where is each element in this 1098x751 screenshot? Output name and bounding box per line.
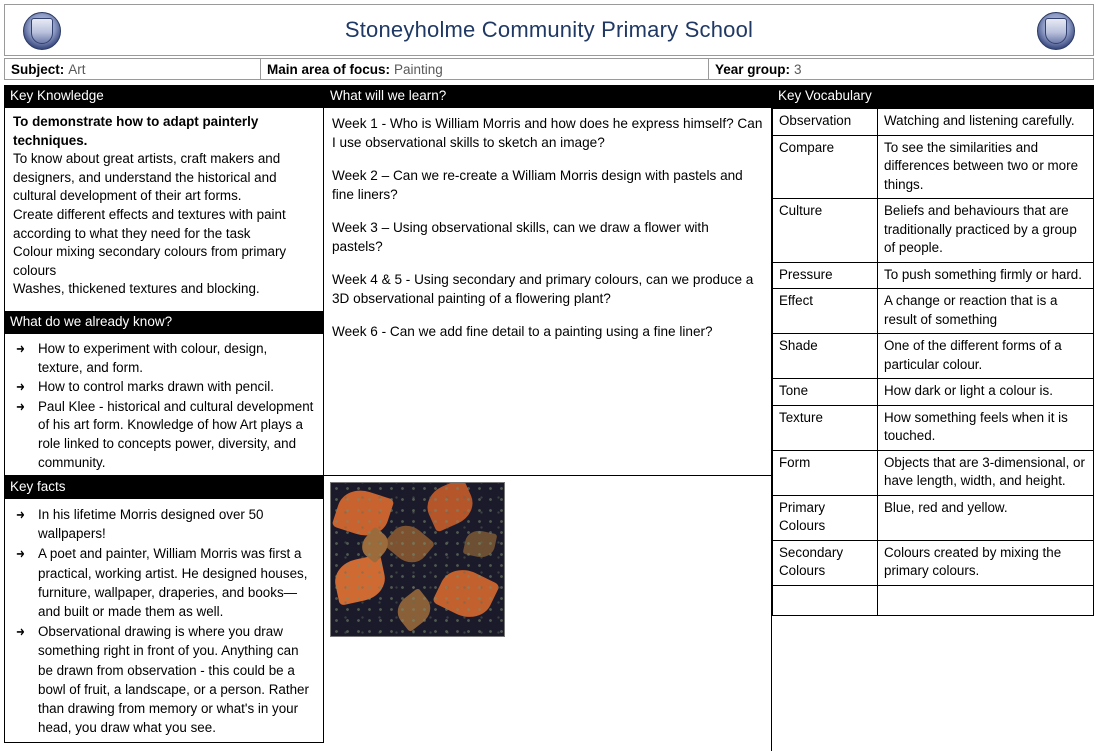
- year-group-label: Year group:: [715, 61, 791, 77]
- key-knowledge-line-2: Create different effects and textures with paint according to what they need for the task: [13, 206, 286, 241]
- vocab-definition: To see the similarities and differences between two or more things.: [878, 135, 1094, 199]
- list-item: ➜ How to experiment with colour, design, texture, and form.: [11, 340, 315, 377]
- vocab-definition: How something feels when it is touched.: [878, 405, 1094, 450]
- week-item: Week 6 - Can we add fine detail to a painting using a fine liner?: [332, 324, 713, 339]
- vocab-definition: Watching and listening carefully.: [878, 109, 1094, 136]
- vocab-definition: How dark or light a colour is.: [878, 379, 1094, 406]
- week-item: Week 3 – Using observational skills, can we draw a flower with pastels?: [332, 220, 709, 254]
- vocab-term: Primary Colours: [773, 495, 878, 540]
- year-group-cell: [709, 59, 1093, 79]
- table-row: [773, 540, 1094, 585]
- vocab-definition: One of the different forms of a particular colour.: [878, 334, 1094, 379]
- table-row: [773, 334, 1094, 379]
- vocab-definition: Beliefs and behaviours that are traditionally practiced by a group of people.: [878, 199, 1094, 263]
- key-knowledge-heading: Key Knowledge: [4, 85, 324, 108]
- list-item: ➜ Paul Klee - historical and cultural development of his art form. Knowledge of how Art plays a role linked to concepts power, diversity, and community.: [11, 398, 315, 472]
- school-crest-left-icon: [23, 12, 61, 50]
- subject-value: Art: [68, 61, 86, 77]
- vocab-term: [773, 585, 878, 615]
- week-item: Week 4 & 5 - Using secondary and primary colours, can we produce a 3D observational painting of a flowering plant?: [332, 272, 754, 306]
- left-column: [4, 85, 324, 743]
- vocab-term: Effect: [773, 289, 878, 334]
- table-row: [773, 262, 1094, 289]
- subject-label: Subject:: [11, 61, 65, 77]
- learning-body: [324, 108, 772, 476]
- already-know-body: [4, 334, 324, 476]
- table-row: [773, 199, 1094, 263]
- page-title: Stoneyholme Community Primary School: [344, 17, 754, 42]
- vocab-definition: Colours created by mixing the primary colours.: [878, 540, 1094, 585]
- table-row: [773, 585, 1094, 615]
- vocab-definition: [878, 585, 1094, 615]
- table-row: [773, 135, 1094, 199]
- list-item: ➜ A poet and painter, William Morris was first a practical, working artist. He designed houses, furniture, wallpaper, draperies, and books—and built or made them as well.: [11, 544, 315, 621]
- table-row: [773, 289, 1094, 334]
- document-header: [4, 4, 1094, 56]
- organiser-body: [4, 85, 1094, 751]
- focus-label: Main area of focus:: [267, 61, 391, 77]
- vocab-term: Observation: [773, 109, 878, 136]
- already-know-heading: What do we already know?: [4, 311, 324, 334]
- week-item: Week 1 - Who is William Morris and how does he express himself? Can I use observational skills to sketch an image?: [332, 116, 763, 150]
- william-morris-pattern-image: [330, 482, 505, 637]
- school-crest-right-icon: [1037, 12, 1075, 50]
- vocab-term: Secondary Colours: [773, 540, 878, 585]
- vocab-term: Compare: [773, 135, 878, 199]
- vocab-definition: A change or reaction that is a result of something: [878, 289, 1094, 334]
- right-column: [772, 85, 1094, 616]
- subject-info-bar: [4, 58, 1094, 80]
- vocab-term: Texture: [773, 405, 878, 450]
- key-vocabulary-heading: Key Vocabulary: [772, 85, 1094, 108]
- image-area: [324, 476, 772, 751]
- vocab-term: Form: [773, 450, 878, 495]
- key-facts-body: [4, 499, 324, 743]
- table-row: [773, 450, 1094, 495]
- focus-cell: [261, 59, 709, 79]
- vocab-definition: To push something firmly or hard.: [878, 262, 1094, 289]
- vocab-term: Tone: [773, 379, 878, 406]
- vocabulary-table: [772, 108, 1094, 616]
- table-row: [773, 495, 1094, 540]
- vocab-definition: Objects that are 3-dimensional, or have length, width, and height.: [878, 450, 1094, 495]
- key-knowledge-body: [4, 108, 324, 311]
- list-item: ➜ In his lifetime Morris designed over 50 wallpapers!: [11, 505, 315, 543]
- list-item: ➜ Observational drawing is where you draw something right in front of you. Anything can be drawn from observation - this could be a bowl of fruit, a landscape, or a person. Rather than drawing from memory or what's in your head, you draw what you see.: [11, 622, 315, 737]
- table-row: [773, 109, 1094, 136]
- vocab-definition: Blue, red and yellow.: [878, 495, 1094, 540]
- vocab-term: Culture: [773, 199, 878, 263]
- key-knowledge-line-3: Colour mixing secondary colours from primary colours: [13, 244, 287, 278]
- key-facts-heading: Key facts: [4, 476, 324, 499]
- list-item: ➜ How to control marks drawn with pencil.: [11, 378, 315, 397]
- table-row: [773, 405, 1094, 450]
- vocab-term: Shade: [773, 334, 878, 379]
- table-row: [773, 379, 1094, 406]
- week-item: Week 2 – Can we re-create a William Morris design with pastels and fine liners?: [332, 168, 743, 202]
- learning-heading: What will we learn?: [324, 85, 772, 108]
- vocab-term: Pressure: [773, 262, 878, 289]
- key-knowledge-intro: To demonstrate how to adapt painterly techniques.: [13, 114, 259, 148]
- middle-column: [324, 85, 772, 751]
- focus-value: Painting: [394, 61, 443, 77]
- subject-cell: [5, 59, 261, 79]
- key-knowledge-line-1: To know about great artists, craft makers and designers, and understand the historical and cultural development of their art forms.: [13, 151, 281, 204]
- key-knowledge-line-4: Washes, thickened textures and blocking.: [13, 281, 260, 297]
- year-group-value: 3: [794, 61, 802, 77]
